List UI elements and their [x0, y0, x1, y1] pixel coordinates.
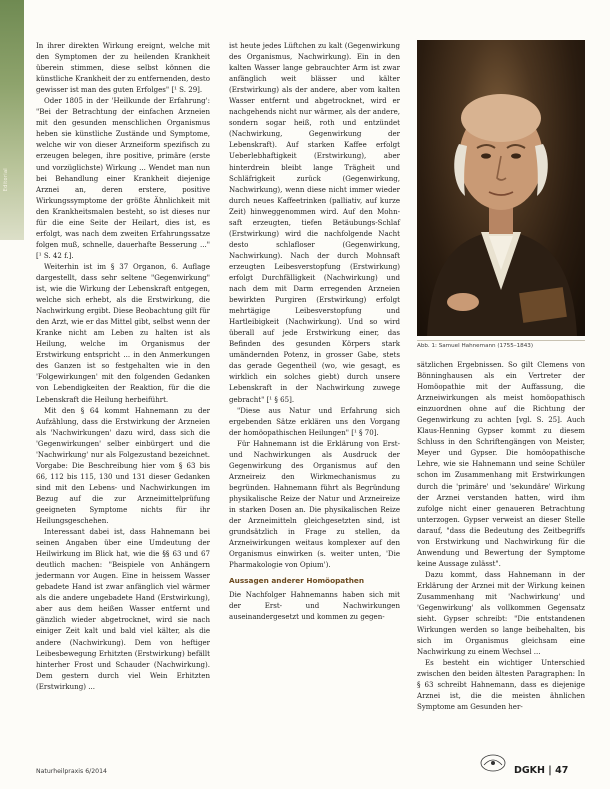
text-column-3	[417, 359, 585, 713]
portrait-image	[417, 40, 585, 336]
dgkh-logo-icon	[478, 752, 508, 774]
column2-paragraph: Für Hahnemann ist die Erklärung von Erst- und Nachwirkungen als Ausdruck der Gegenwirkung des Organismus auf den Arzneireiz den Wirkmechanismus zu begründen. Hahnemann führt als Begründung physikalische Reize der Natur und Arzneireize in starken Dosen an. Die physikalischen Reize der Arzneimitteln gleichgesetzten sind, ist grundsätzlich in Frage zu stellen, da Arzneiwirkungen weitaus komplexer auf den Organismus einwirken (s. weiter unten, 'Die Pharmakologie von Opium').	[229, 438, 400, 570]
section-heading: Aussagen anderer Homöopathen	[229, 576, 365, 586]
column3-paragraph: Es besteht ein wichtiger Unterschied zwischen den beiden ältesten Paragraphen: In § 63 schreibt Hahnemann, dass es diejenige Arznei ist, die die meisten ähnlichen Symptome am Gesunden her-	[417, 658, 585, 712]
column2-paragraph: Die Nachfolger Hahnemanns haben sich mit der Erst- und Nachwirkungen auseinandergesetzt und kommen zu gegen-	[229, 590, 400, 622]
column1-paragraph: Interessant dabei ist, dass Hahnemann bei seinen Angaben über eine Umdeutung der Heilwirkung im Blick hat, wie die §§ 63 und 67 deutlich machen: "Beispiele von Anhängern jedermann vor Augen. Eine in heissem Wasser gebadete Hand ist zwar anfänglich viel wärmer als die andere ungebadete Hand (Erstwirkung), aber aus dem heißen Wasser entfernt und gänzlich wieder abgetrocknet, wird sie nach einiger Zeit kalt und bald viel kälter, als die andere (Nachwirkung). Dem von heftiger Leibesbewegung Erhitzten (Erstwirkung) befällt hinterher Frost und Schauder (Nachwirkung). Dem gestern durch viel Wein Erhitzten (Erstwirkung) ...	[36, 527, 210, 691]
figure-caption: Abb. 1: Samuel Hahnemann (1755–1843)	[417, 340, 585, 349]
portrait-illustration	[417, 40, 585, 336]
side-photo-strip	[0, 0, 24, 240]
column1-paragraph: In ihrer direkten Wirkung ereignt, welche mit den Symptomen der zu heilenden Krankheit überein stimmen, diese selbst können die künstliche Krankheit der zu entfernenden, desto gewisser ist man des guten Erfolges" [¹ S. 29].	[36, 41, 210, 95]
text-column-2	[229, 40, 400, 622]
column1-paragraph: Mit den § 64 kommt Hahnemann zu der Aufzählung, dass die Erstwirkung der Arzneien als 'Nachwirkungen' dazu wird, dass sich die 'Gegenwirkungen' selber einbürgert und die 'Nachwirkung' nur als Folgezustand bezeichnet. Vorgabe: Die Beschreibung hier vom § 63 bis 66, 112 bis 115, 130 und 131 dieser Gedanken sind mit den Lebens- und Nachwirkungen im Bezug auf die zur Arzneimittelprüfung geeigneten Symptome nichts für ihr Heilungsgeschehen.	[36, 405, 210, 526]
side-strip-label: Editorial	[3, 168, 9, 192]
text-column-1	[36, 40, 210, 692]
column1-paragraph: Weiterhin ist im § 37 Organon, 6. Auflage dargestellt, dass sehr seltene "Gegenwirkung" ist, wie die Wirkung der Lebenskraft entgegen, welche sich erhebt, als die Erstwirkung, die Nachwirkung ergibt. Diese Beobachtung gilt für den Arzt, wie er das Mittel gibt, selbst wenn der Kranke nicht am Leben zu halten ist als Heilung, welche im Organismus der Erstwirkung entspricht ... in den Anmerkungen des Ganzen ist so festgehalten wie in den 'Folgewirkungen' mit den folgenden Gedanken von Lebendigkeiten der Reaktion, für die die Lebenskraft die Heilung herbeiführt.	[36, 261, 210, 404]
column3-paragraph: sätzlichen Ergebnissen. So gilt Clemens von Bönninghausen als ein Vertreter der Homöopathie mit der Auffassung, die Arzneiwirkungen als meist homöopathisch einzuordnen ohne auf die Richtung der Gegenwirkung zu achten [vgl. S. 25]. Auch Klaus-Henning Gypser kommt zu diesem Schluss in den Schriftengängen von Meister, Meyer und Gypser. Die homöopathische Lehre, wie sie Hahnemann und seine Schüler schon im Zusammenhang mit Erstwirkungen durch die 'primäre' und 'sekundäre' Wirkung der Arznei verstanden hatten, wird ihm zufolge nicht einer genaueren Betrachtung unterzogen. Gypser verweist an dieser Stelle darauf, "dass die Bedeutung des Zeitbegriffs von Erstwirkung und Nachwirkung für die Anwendung und Bewertung der Symptome keine Aussage zulässt".	[417, 360, 585, 568]
footer-page-number: DGKH | 47	[514, 765, 569, 776]
column2-paragraph: ist heute jedes Lüftchen zu kalt (Gegenwirkung des Organismus, Nachwirkung). Ein in den kalten Wasser lange gebrauchter Arm ist zwar anfänglich weit blässer und kälter (Erstwirkung) als der andere, aber vom kalten Wasser entfernt und abgetrocknet, wird er nachgehends nicht nur wärmer, als der andere, sondern sogar heiß, roth und entzündet (Nachwirkung, Gegenwirkung der Lebenskraft). Auf starken Kaffee erfolgt Ueberlebhaftigkeit (Erstwirkung), aber hinterdrein bleibt lange Trägheit und Schläfrigkeit zurück (Gegenwirkung, Nachwirkung), wenn diese nicht immer wieder durch neues Kaffeetrinken (palliativ, auf kurze Zeit) hinweggenommen wird. Auf den Mohn-saft erzeugten, tiefen Betäubungs-Schlaf (Erstwirkung) wird die nachfolgende Nacht desto schlafloser (Gegenwirkung, Nachwirkung). Nach der durch Mohnsaft erzeugten Leibesverstopfung (Erstwirkung) erfolgt Durchfälligkeit (Nachwirkung) und nach dem mit Darm erregenden Arzneien bewirkten Purgiren (Erstwirkung) erfolgt mehrtägige Leibesverstopfung und Hartleibigkeit (Nachwirkung). Und so wird überall auf jede Erstwirkung einer, das Befinden des gesunden Körpers stark umändernden Potenz, in grosser Gabe, stets das gerade Gegentheil (wo, wie gesagt, es wirklich ein solches giebt) durch unsere Lebenskraft in der Nachwirkung zuwege gebracht" [¹ § 65].	[229, 41, 400, 404]
column3-paragraph: Dazu kommt, dass Hahnemann in der Erklärung der Arznei mit der Wirkung keinen Zusammenhang mit 'Nachwirkung' und 'Gegenwirkung' als vollkommen Gegensatz sieht. Gypser schreibt: "Die entstandenen Wirkungen werden so lange beibehalten, bis sich im Organismus gleichsam eine Nachwirkung zu einem Wechsel ...	[417, 569, 585, 657]
column2-paragraph: "Diese aus Natur und Erfahrung sich ergebenden Sätze erklären uns den Vorgang der homöopathischen Heilungen" [¹ § 70].	[229, 405, 400, 437]
column1-paragraph: Oder 1805 in der 'Heilkunde der Erfahrung': "Bei der Betrachtung der einfachen Arzneien mit den gesunden menschlichen Organismus heben sie künstliche Zustände und Symptome, welche wir von dieser Arzneiform spezifisch zu erzeugen belegen, ihre positive, primäre (erste und vorzüglichste) Wirkung ... Wendet man nun bei Behandlung einer Krankheit diejenige Arznei an, deren erstere, positive Wirkungssymptome der größte Ähnlichkeit mit den Krankheitsmalen besteht, so ist dieses nur für die eine Seite der Heilart, dies ist, es erfolgt, was nach dem zweiten Erfahrungssatze folgen muß, schnelle, dauerhafte Besserung ..." [¹ S. 42 f.].	[36, 96, 210, 260]
footer-publication: Naturheilpraxis 6/2014	[36, 768, 107, 775]
